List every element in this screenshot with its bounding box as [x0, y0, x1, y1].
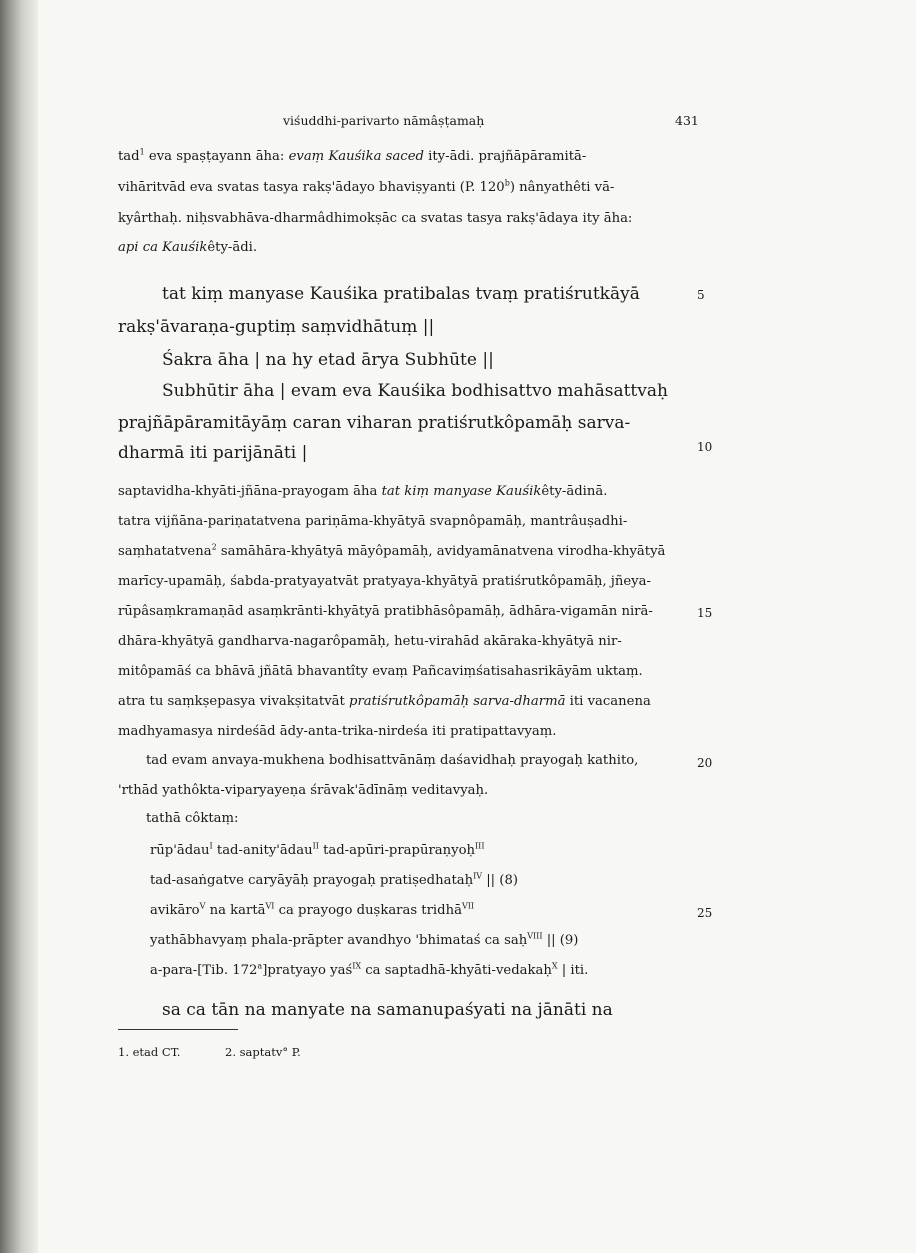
commentary-line: rūpâsaṃkramaṇād asaṃkrānti-khyātyā pratibhāsôpamāḥ, ādhāra-vigamān nirā- — [118, 604, 653, 619]
sutra-line: Śakra āha | na hy etad ārya Subhūte || — [162, 350, 494, 370]
sutra-line: sa ca tān na manyate na samanupaśyati na jānāti na — [162, 1000, 613, 1020]
commentary-line: vihāritvād eva svatas tasya rakṣ'ādayo bhaviṣyanti (P. 120$^b$) nânyathêti vā- — [118, 178, 615, 195]
sutra-line: tat kiṃ manyase Kauśika pratibalas tvaṃ pratiśrutkāyā — [162, 284, 640, 304]
sutra-line: rakṣ'āvaraṇa-guptiṃ saṃvidhātuṃ || — [118, 317, 435, 337]
line-number: 5 — [697, 288, 705, 302]
commentary-line: marīcy-upamāḥ, śabda-pratyayatvāt pratyaya-khyātyā pratiśrutkôpamāḥ, jñeya- — [118, 574, 651, 589]
verse-line: avikāro$^V$ na kartā$^{VI}$ ca prayogo duṣkaras tridhā$^{VII}$ — [150, 901, 475, 918]
verse-line: a-para-[Tib. 172$^a$]pratyayo yaś$^{IX}$ ca saptadhā-khyāti-vedakaḥ$^X$ | iti. — [150, 961, 589, 978]
sutra-line: dharmā iti parijānāti | — [118, 443, 308, 463]
commentary-line: api ca Kauśikêty-ādi. — [118, 240, 258, 255]
line-number: 10 — [697, 440, 713, 454]
verse-line: tad-asaṅgatve caryāyāḥ prayogaḥ pratiṣedhataḥ$^{IV}$ || (8) — [150, 871, 518, 888]
running-title: viśuddhi-parivarto nāmâṣṭamaḥ — [283, 113, 485, 128]
commentary-line: saptavidha-khyāti-jñāna-prayogam āha tat kiṃ manyase Kauśikêty-ādinā. — [118, 484, 608, 499]
page-number: 431 — [675, 113, 699, 128]
sutra-line: prajñāpāramitāyāṃ caran viharan pratiśrutkôpamāḥ sarva- — [118, 413, 631, 433]
commentary-line: madhyamasya nirdeśād ādy-anta-trika-nirdeśa iti pratipattavyaṃ. — [118, 724, 557, 739]
commentary-line: dhāra-khyātyā gandharva-nagarôpamāḥ, hetu-virahād akāraka-khyātyā nir- — [118, 634, 622, 649]
commentary-line: saṃhatatvena$^2$ samāhāra-khyātyā māyôpamāḥ, avidyamānatvena virodha-khyātyā — [118, 542, 666, 559]
verse-line: rūp'ādau$^I$ tad-anity'ādau$^{II}$ tad-apūri-prapūraṇyoḥ$^{III}$ — [150, 841, 485, 858]
sutra-line: Subhūtir āha | evam eva Kauśika bodhisattvo mahāsattvaḥ — [162, 381, 668, 401]
commentary-line: atra tu saṃkṣepasya vivakṣitatvāt pratiśrutkôpamāḥ sarva-dharmā iti vacanena — [118, 694, 651, 709]
commentary-line: tathā côktaṃ: — [146, 811, 239, 826]
commentary-line: mitôpamāś ca bhāvā jñātā bhavantîty evaṃ Pañcaviṃśatisahasrikāyām uktaṃ. — [118, 664, 643, 679]
footnote: 1. etad CT. — [118, 1045, 181, 1059]
commentary-line: tad$^1$ eva spaṣṭayann āha: evaṃ Kauśika saced ity-ādi. prajñāpāramitā- — [118, 147, 587, 164]
line-number: 20 — [697, 756, 713, 770]
commentary-line: kyârthaḥ. niḥsvabhāva-dharmâdhimokṣāc ca svatas tasya rakṣ'ādaya ity āha: — [118, 211, 633, 226]
commentary-line: tad evam anvaya-mukhena bodhisattvānāṃ daśavidhaḥ prayogaḥ kathito, — [146, 753, 639, 768]
commentary-line: tatra vijñāna-pariṇatatvena pariṇāma-khyātyā svapnôpamāḥ, mantrâuṣadhi- — [118, 514, 628, 529]
line-number: 25 — [697, 906, 713, 920]
footnote: 2. saptatv° P. — [225, 1045, 301, 1059]
verse-line: yathābhavyaṃ phala-prāpter avandhyo 'bhimataś ca saḥ$^{VIII}$ || (9) — [150, 931, 579, 948]
line-number: 15 — [697, 606, 713, 620]
commentary-line: 'rthād yathôkta-viparyayeṇa śrāvak'ādīnāṃ veditavyaḥ. — [118, 783, 489, 798]
footnote-rule — [118, 1029, 238, 1030]
